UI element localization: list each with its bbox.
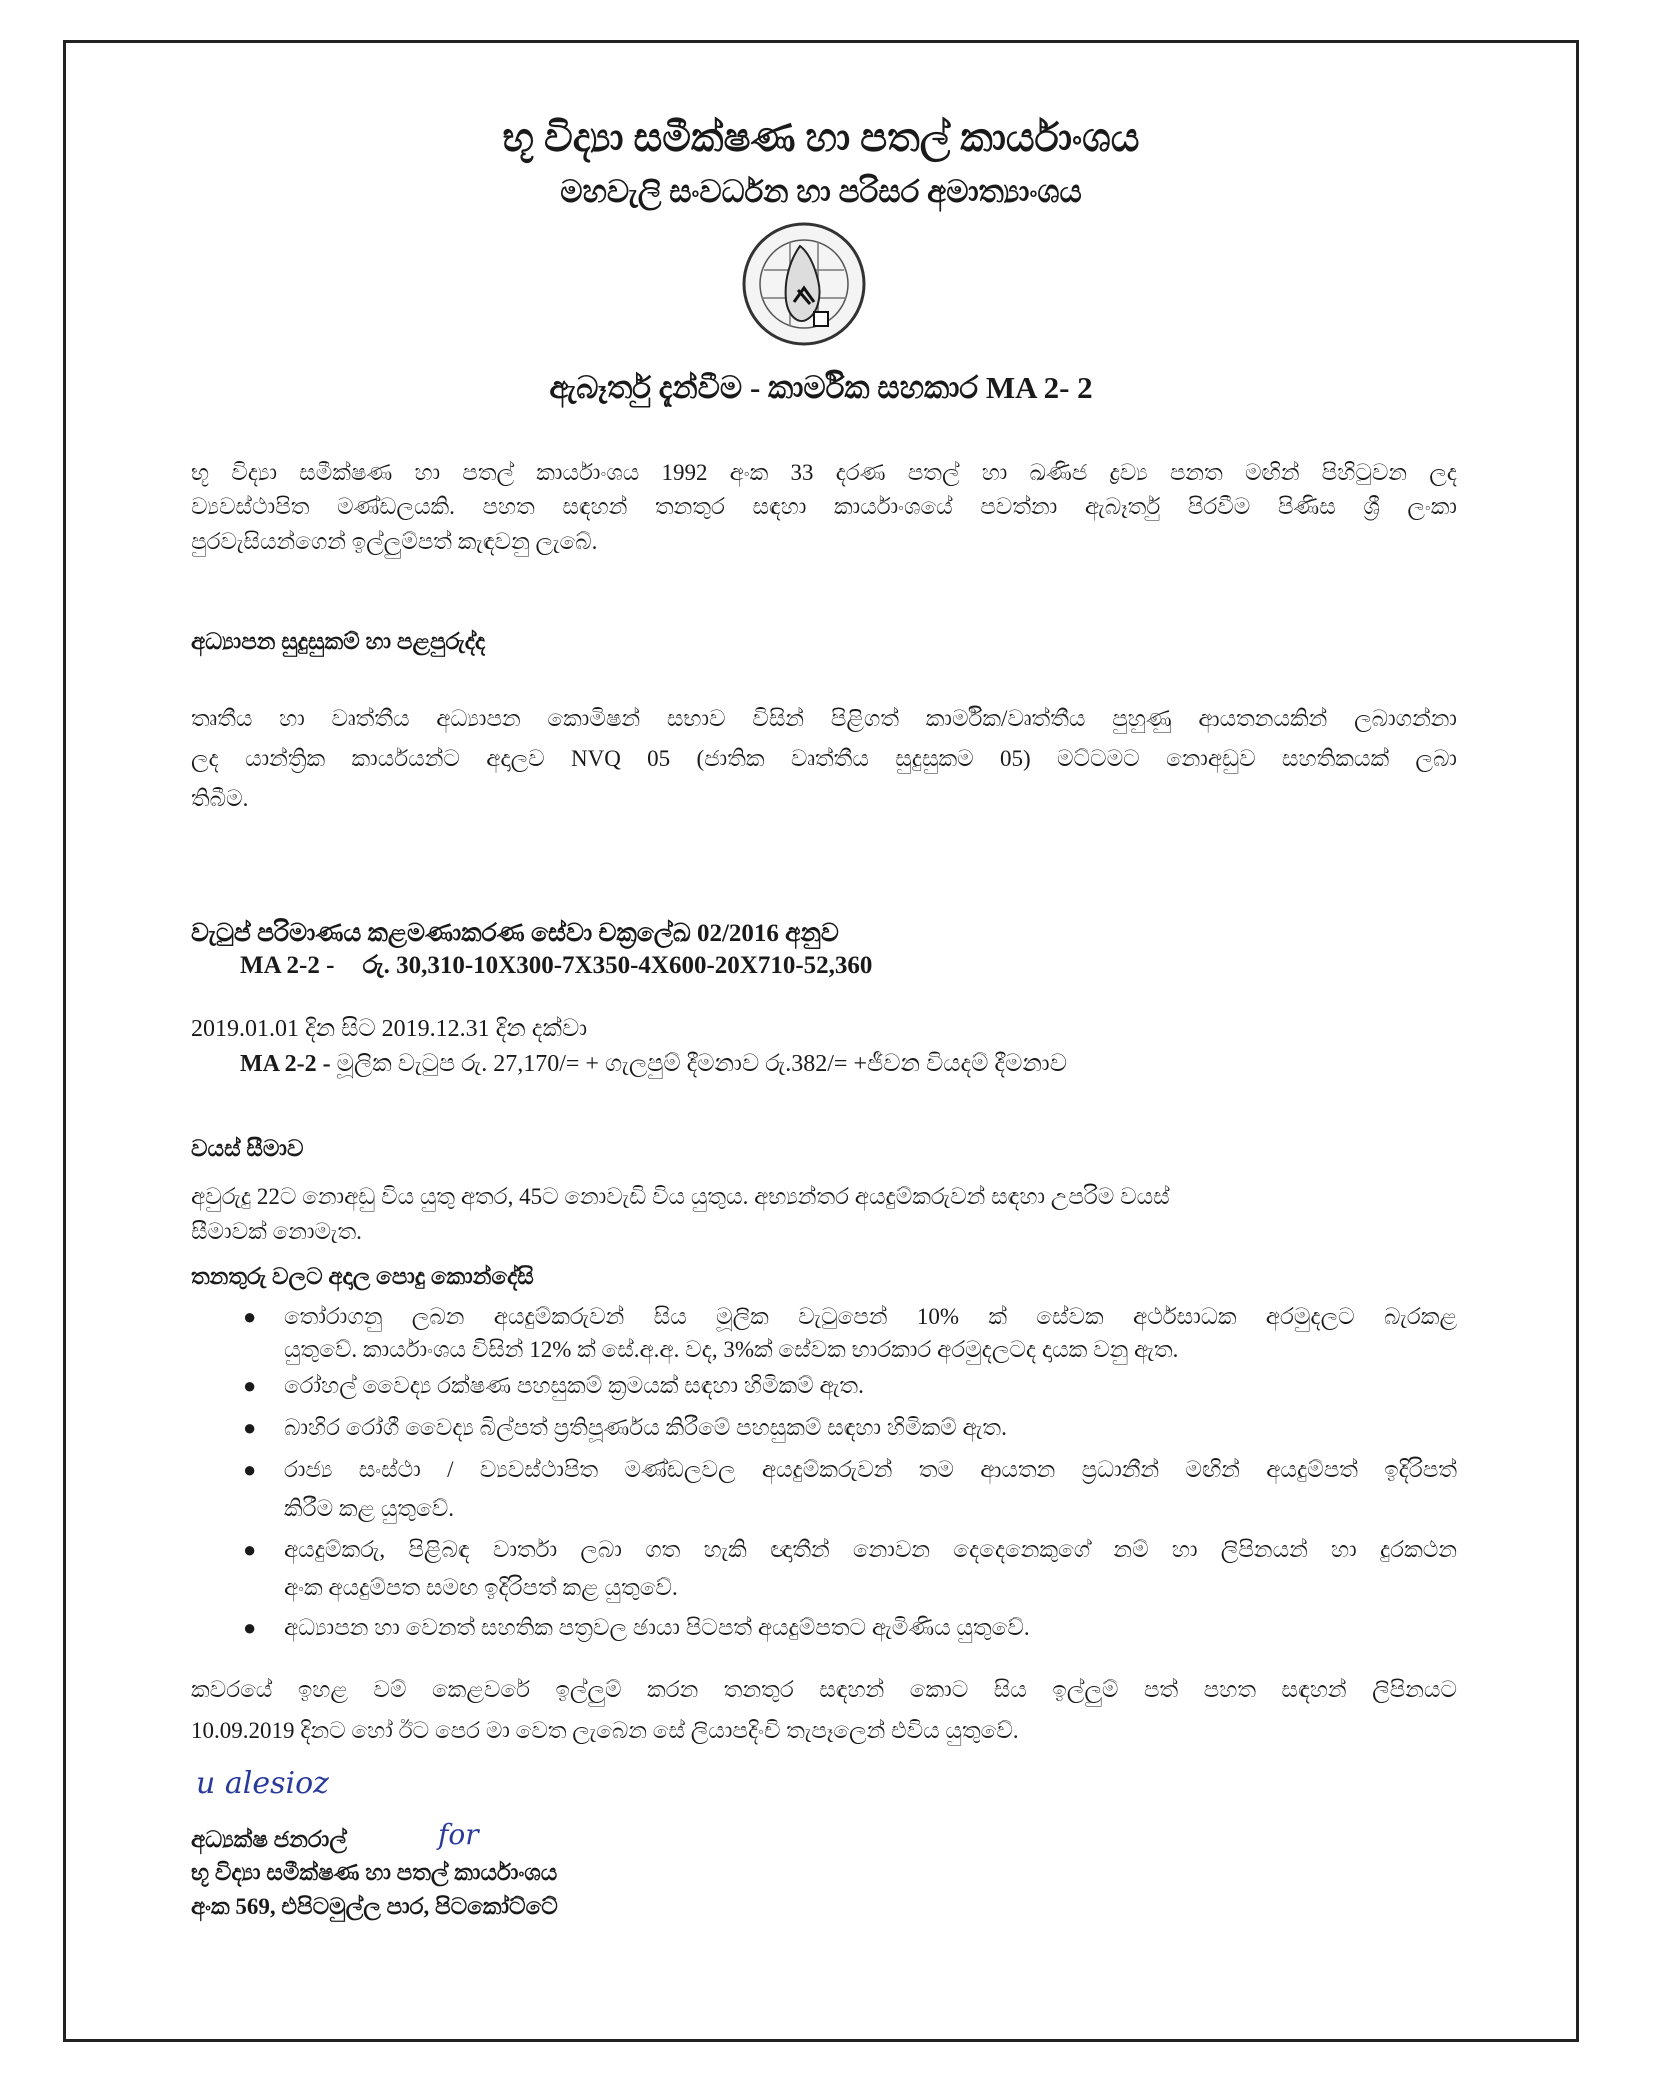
intro-line: පුරවැසියන්ගෙන් ඉල්ලුම්පත් කැඳවනු ලැබේ. xyxy=(191,529,598,554)
salary-scale-value: රු. 30,310-10X300-7X350-4X600-20X710-52,360 xyxy=(362,952,873,979)
bullet-icon: ● xyxy=(243,1373,257,1398)
intro-line: ව්‍යවස්ථාපිත මණ්ඩලයකි. පහත සඳහන් තනතුර සඳහා කාර්යාංශයේ පවත්නා ඇබෑර්තු පිරවීම පිණිස ශ්‍රී ලංකා xyxy=(191,494,1457,519)
basic-salary-label: MA 2-2 - xyxy=(240,1051,331,1077)
conditions-heading: තනතුරු වලට අදාල පොදු කොන්දේසි xyxy=(191,1264,534,1289)
closing-line: 10.09.2019 දිනට හෝ ඊට පෙර මා වෙත ලැබෙන සේ ලියාපදිංචි තැපෑලෙන් එවිය යුතුවේ. xyxy=(191,1718,1019,1743)
salary-scale xyxy=(240,952,872,980)
education-line: තිබීම. xyxy=(191,786,249,811)
handwritten-signature: u alesioz xyxy=(196,1766,329,1801)
condition-line: අධ්‍යාපන හා වෙනත් සහතික පත්‍රවල ඡායා පිටපත් අයදුම්පතට ඇමිණිය යුතුවේ. xyxy=(284,1615,1030,1640)
bullet-icon: ● xyxy=(243,1415,257,1440)
intro-line: භූ විද්‍යා සමීක්ෂණ හා පතල් කාර්යාංශය 1992 අංක 33 දරණ පතල් හා ඛණිජ ද්‍රව්‍ය පනත මඟින් පිහිටුවන ලද xyxy=(191,460,1457,485)
closing-line: කවරයේ ඉහළ වම් කෙළවරේ ඉල්ලුම් කරන තනතුර සඳහන් කොට සිය ඉල්ලුම් පත් පහත සඳහන් ලිපිනයට xyxy=(191,1677,1457,1702)
condition-line: රාජ්‍ය සංස්ථා / ව්‍යවස්ථාපිත මණ්ඩලවල අයදුම්කරුවන් තම ආයතන ප්‍රධානීන් මඟින් අයදුම්පත් ඉදිරිපත් xyxy=(284,1457,1457,1482)
condition-line: රෝහල් වෛද්‍ය රක්ෂණ පහසුකම් ක්‍රමයක් සඳහා හිමිකම් ඇත. xyxy=(284,1373,864,1398)
bullet-icon: ● xyxy=(243,1615,257,1640)
bullet-icon: ● xyxy=(243,1537,257,1562)
age-heading: වයස් සීමාව xyxy=(191,1136,304,1161)
education-heading: අධ්‍යාපන සුදුසුකම් හා පළපුරුද්ද xyxy=(191,629,486,654)
education-line: තෘතීය හා වෘත්තීය අධ්‍යාපන කොමිෂන් සභාව විසින් පිළිගත් කාර්මික/වෘත්තීය පුහුණු ආයතනයකින් ලබාගන්නා xyxy=(191,706,1457,731)
salary-heading: වැටුප් පරිමාණය කළමණාකරණ සේවා චක්‍රලේඛ 02/2016 අනුව xyxy=(191,920,839,947)
condition-line: අයදුම්කරු, පිළිබඳ වාර්තා ලබා ගත හැකි ඥාතීන් නොවන දෙදෙනෙකුගේ නම් හා ලිපිනයන් හා දුරකථන xyxy=(284,1537,1457,1562)
basic-salary-value: මූලික වැටුප රු. 27,170/= + ගැලපුම් දීමනාව රු.382/= +ජීවන වියදම් දීමනාව xyxy=(336,1051,1067,1077)
salary-scale-label: MA 2-2 - xyxy=(240,952,335,979)
salary-period: 2019.01.01 දින සිට 2019.12.31 දින දක්වා xyxy=(191,1016,588,1042)
age-line: අවුරුදු 22ට නොඅඩු විය යුතු අතර, 45ට නොවැඩි විය යුතුය. අභ්‍යන්තර අයදුම්කරුවන් සඳහා උපරිම වයස් xyxy=(191,1184,1170,1209)
age-line: සීමාවක් නොමැත. xyxy=(191,1219,362,1244)
notice-title: ඇබෑර්තු දැන්වීම - කාර්මික සහකාර MA 2- 2 xyxy=(549,370,1093,405)
signatory-address: අංක 569, එපිටමුල්ල පාර, පිටකෝට්ටේ xyxy=(191,1894,558,1919)
gsmb-logo xyxy=(740,220,868,348)
condition-line: කිරීම කළ යුතුවේ. xyxy=(284,1496,454,1521)
bullet-icon: ● xyxy=(243,1304,257,1329)
condition-line: යුතුවේ. කාර්යාංශය විසින් 12% ක් සේ.අ.අ. වද, 3%ක් සේවක භාරකාර අරමුදලටද දායක වනු ඇත. xyxy=(284,1337,1179,1362)
education-line: ලද යාන්ත්‍රික කාර්යයන්ට අදාලව NVQ 05 (ජාතික වෘත්තීය සුදුසුකම 05) මට්ටමට නොඅඩුව සහතිකයක් ලබා xyxy=(191,746,1457,771)
org-title: භූ විද්‍යා සමීක්ෂණ හා පතල් කාර්යාංශය xyxy=(502,115,1140,160)
ministry-name: මහවැලි සංවර්ධන හා පරිසර අමාත්‍යාංශය xyxy=(560,174,1082,209)
signatory-title: අධ්‍යක්ෂ ජනරාල් xyxy=(191,1827,347,1852)
basic-salary xyxy=(240,1051,1067,1078)
signatory-org: භූ විද්‍යා සමීක්ෂණ හා පතල් කාර්යාංශය xyxy=(191,1860,558,1885)
condition-line: තෝරාගනු ලබන අයදුම්කරුවන් සිය මූලික වැටුපෙන් 10% ක් සේවක අර්ථසාධක අරමුදලට බැරකළ xyxy=(284,1304,1457,1329)
condition-line: අංක අයදුම්පත සමඟ ඉදිරිපත් කළ යුතුවේ. xyxy=(284,1575,678,1600)
handwritten-for: for xyxy=(438,1818,479,1851)
condition-line: බාහිර රෝගී වෛද්‍ය බිල්පත් ප්‍රතිපූර්ණය කිරීමේ පහසුකම් සඳහා හිමිකම් ඇත. xyxy=(284,1415,1007,1440)
bullet-icon: ● xyxy=(243,1457,257,1482)
